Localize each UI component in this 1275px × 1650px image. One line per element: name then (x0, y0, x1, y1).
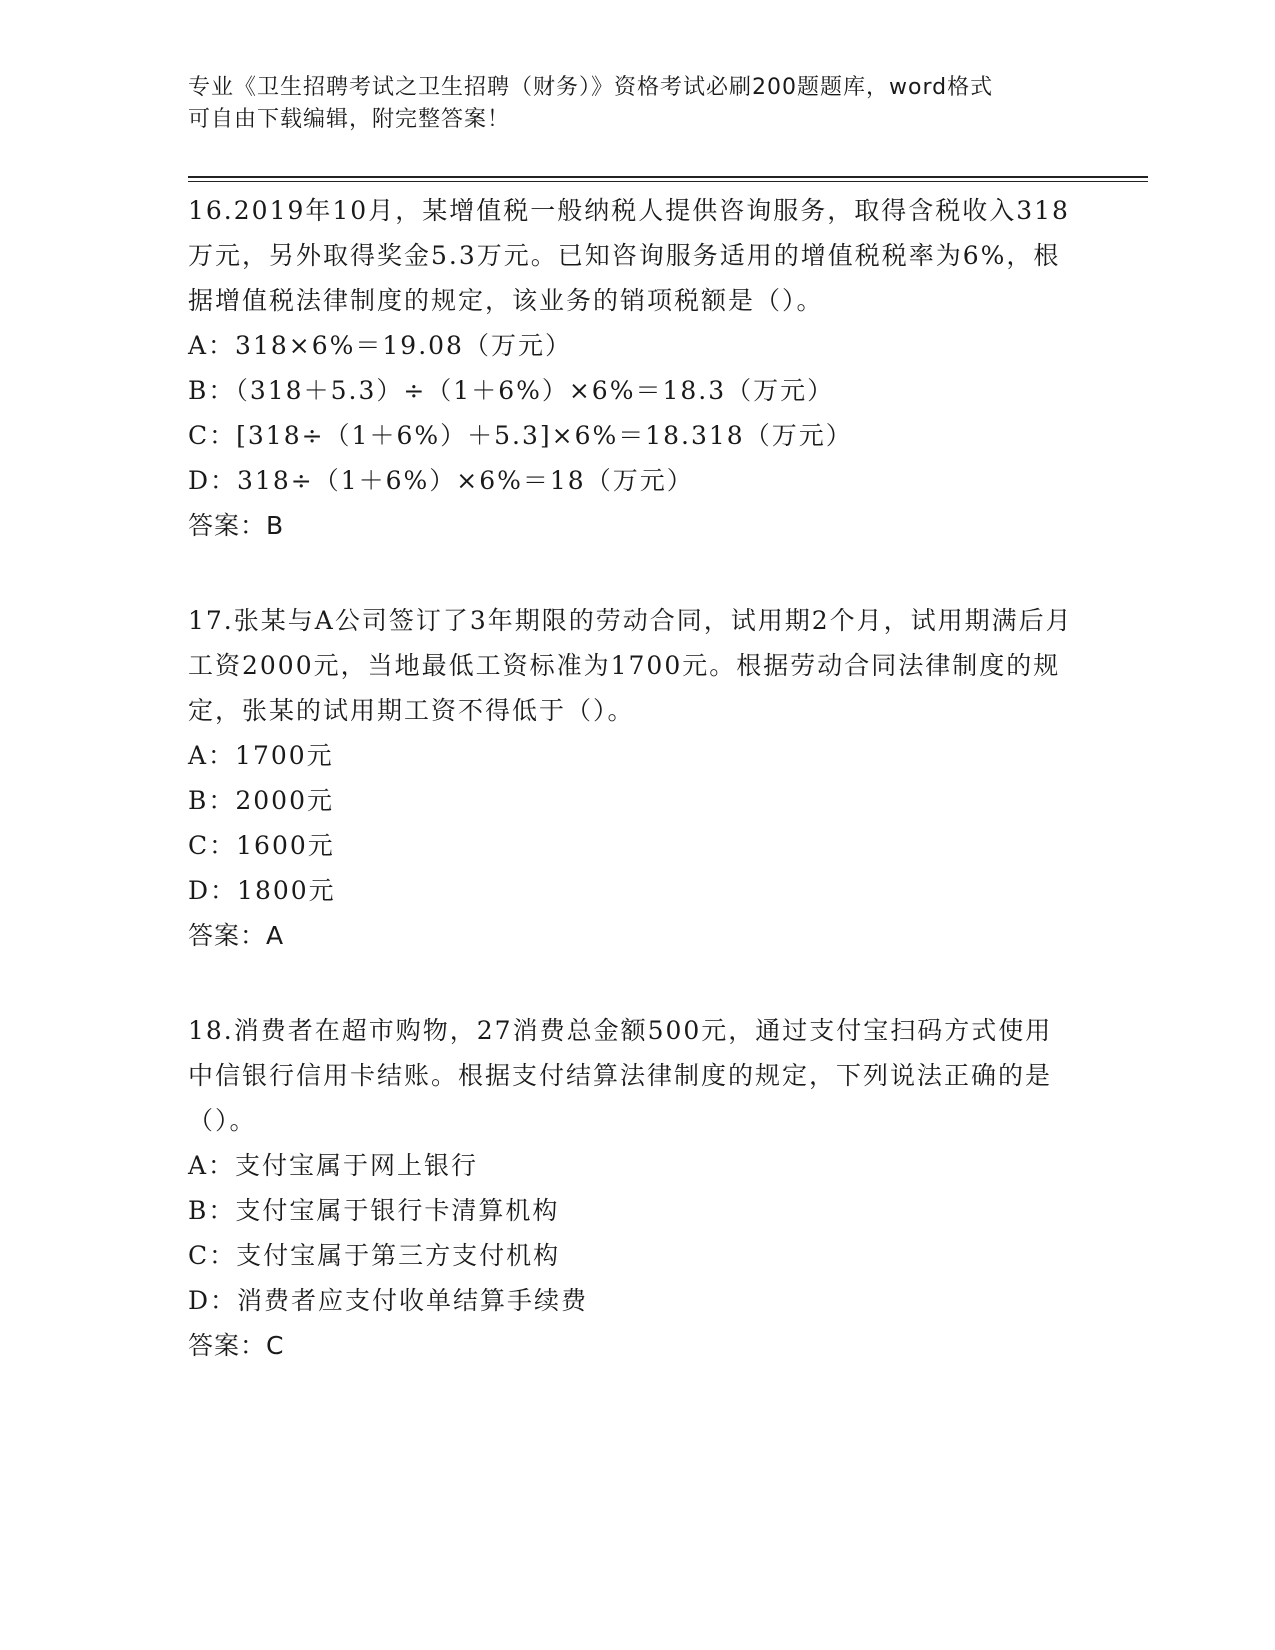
option-b: B：（318＋5.3）÷（1＋6%）×6%＝18.3（万元） (188, 376, 835, 405)
option-b: B：支付宝属于银行卡清算机构 (188, 1196, 560, 1225)
header-title-line-2: 可自由下载编辑，附完整答案！ (188, 107, 511, 132)
question-18 (188, 1008, 1078, 1368)
option-d: D：消费者应支付收单结算手续费 (188, 1286, 589, 1315)
option-c: C：1600元 (188, 831, 335, 860)
option-c: C：[318÷（1＋6%）＋5.3]×6%＝18.318（万元） (188, 421, 853, 450)
header-title-line-1: 专业《卫生招聘考试之卫生招聘（财务）》资格考试必刷200题题库，word格式 (188, 75, 994, 100)
option-d: D：318÷（1＋6%）×6%＝18（万元） (188, 466, 694, 495)
question-17 (188, 598, 1078, 958)
option-c: C：支付宝属于第三方支付机构 (188, 1241, 561, 1270)
answer-label: 答案：B (188, 511, 285, 540)
option-a: A：支付宝属于网上银行 (188, 1151, 479, 1180)
option-a: A：1700元 (188, 741, 334, 770)
document-header (188, 72, 1088, 136)
option-d: D：1800元 (188, 876, 336, 905)
question-text: 16.2019年10月，某增值税一般纳税人提供咨询服务，取得含税收入318万元，另外取得奖金5.3万元。已知咨询服务适用的增值税税率为6%，根据增值税法律制度的规定，该业务的销项税额是（）。 (188, 196, 1070, 315)
answer-label: 答案：C (188, 1331, 285, 1360)
header-divider-thin (188, 181, 1148, 182)
option-b: B：2000元 (188, 786, 334, 815)
header-divider-thick (188, 176, 1148, 178)
question-text: 18.消费者在超市购物，27消费总金额500元，通过支付宝扫码方式使用中信银行信用卡结账。根据支付结算法律制度的规定，下列说法正确的是（）。 (188, 1016, 1053, 1135)
question-16 (188, 188, 1078, 548)
option-a: A：318×6%＝19.08（万元） (188, 331, 572, 360)
question-text: 17.张某与A公司签订了3年期限的劳动合同，试用期2个月，试用期满后月工资2000元，当地最低工资标准为1700元。根据劳动合同法律制度的规定，张某的试用期工资不得低于（）。 (188, 606, 1073, 725)
answer-label: 答案：A (188, 921, 285, 950)
